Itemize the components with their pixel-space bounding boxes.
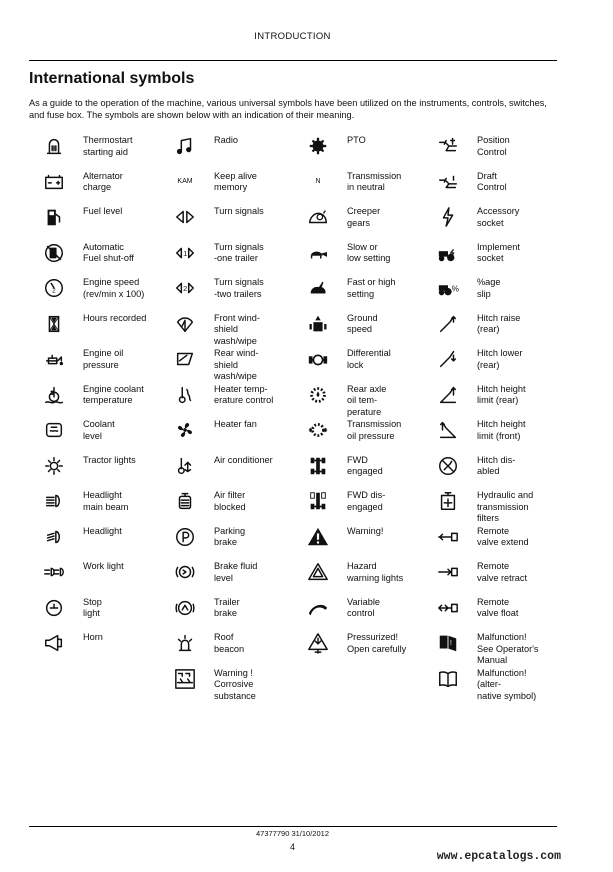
pressurized-icon [303, 630, 333, 656]
symbol-label: Hitch lower (rear) [477, 348, 523, 370]
svg-text:2: 2 [52, 287, 56, 295]
symbol-label: Engine coolant temperature [83, 383, 144, 405]
symbol-label: Variable control [347, 596, 381, 618]
main-beam-icon [39, 488, 69, 514]
symbol-label: Coolant level [83, 419, 115, 441]
page-number: 4 [289, 842, 295, 852]
symbol-label: Malfunction! (alter- native symbol) [477, 667, 537, 701]
rear-axle-oil-icon [303, 382, 333, 408]
hitch-lower-icon [433, 346, 463, 372]
symbol-label: Tractor lights [83, 454, 136, 465]
svg-text:2: 2 [183, 283, 188, 293]
symbol-label: Creeper gears [347, 206, 381, 228]
book-icon [433, 666, 463, 692]
fwd-engaged-icon [303, 453, 333, 479]
symbol-label: Slow or low setting [347, 241, 391, 263]
ground-speed-icon [303, 311, 333, 337]
symbol-label: Automatic Fuel shut-off [83, 241, 134, 263]
symbol-label: Differential lock [347, 348, 391, 370]
symbol-label: Transmission oil pressure [347, 419, 402, 441]
symbol-label: Parking brake [214, 525, 246, 547]
symbol-label: Remote valve extend [477, 525, 529, 547]
symbol-label: Turn signals [214, 206, 264, 216]
kam-icon: KAM [177, 178, 193, 185]
oil-can-icon [39, 346, 69, 372]
symbol-label: Turn signals -one trailer [214, 241, 264, 263]
creeper-icon [303, 204, 333, 230]
symbol-label: Headlight [83, 525, 122, 536]
symbol-label: Ground speed [347, 312, 378, 334]
symbol-label: Thermostart starting aid [83, 135, 133, 157]
symbol-label: Position Control [477, 135, 510, 157]
valve-retract-icon [433, 559, 463, 585]
coolant-temp-icon [39, 382, 69, 408]
draft-control-icon [433, 169, 463, 195]
page-title: International symbols [29, 70, 195, 87]
symbol-label: Heater temp- erature control [214, 383, 274, 405]
hourglass-icon [39, 311, 69, 337]
warning-icon [303, 524, 333, 550]
symbol-label: Horn [83, 632, 103, 642]
svg-text:%: % [451, 284, 459, 294]
hydraulic-filter-icon [433, 488, 463, 514]
horn-icon [39, 630, 69, 656]
symbol-label: Hitch height limit (rear) [477, 383, 526, 405]
symbol-label: Hydraulic and transmission filters [477, 490, 534, 523]
symbol-label: Warning ! Corrosive substance [214, 667, 256, 701]
valve-extend-icon [433, 524, 463, 550]
symbol-label: Implement socket [477, 241, 520, 263]
symbol-label: Remote valve retract [477, 561, 528, 583]
fwd-disengaged-icon [303, 488, 333, 514]
symbol-label: Trailer brake [214, 596, 240, 618]
hazard-icon [303, 559, 333, 585]
radio-icon [170, 133, 200, 159]
symbol-label: Heater fan [214, 419, 257, 429]
thermostart-icon [39, 133, 69, 159]
symbol-label: Draft Control [477, 170, 507, 192]
symbol-label: Rear wind- shield wash/wipe [214, 348, 259, 381]
heater-temp-icon [170, 382, 200, 408]
hitch-raise-icon [433, 311, 463, 337]
header-rule [29, 60, 557, 61]
symbol-label: Front wind- shield wash/wipe [214, 312, 260, 346]
symbol-label: Roof beacon [214, 632, 245, 654]
differential-lock-icon [303, 346, 333, 372]
parking-brake-icon [170, 524, 200, 550]
stop-light-icon [39, 595, 69, 621]
symbol-label: Fuel level [83, 206, 123, 216]
rear-wiper-icon [170, 346, 200, 372]
pto-icon [303, 133, 333, 159]
symbol-label: Hitch height limit (front) [477, 419, 526, 441]
fuel-pump-icon [39, 204, 69, 230]
roof-beacon-icon [170, 630, 200, 656]
brake-fluid-icon [170, 559, 200, 585]
symbol-label: Remote valve float [477, 596, 519, 618]
symbol-label: Hitch raise (rear) [477, 312, 521, 334]
heater-fan-icon [170, 417, 200, 443]
fuel-shutoff-icon [39, 240, 69, 266]
front-wiper-icon [170, 311, 200, 337]
position-control-icon [433, 133, 463, 159]
tractor-lights-icon [39, 453, 69, 479]
symbol-label: Rear axle oil tem- perature [347, 383, 387, 417]
symbol-label: Headlight main beam [83, 490, 129, 512]
symbol-label: Warning! [347, 525, 384, 536]
accessory-socket-icon [433, 204, 463, 230]
symbol-label: Malfunction! See Operator's Manual [477, 632, 539, 665]
hitch-disabled-icon [433, 453, 463, 479]
watermark-url: www.epcatalogs.com [436, 850, 561, 863]
symbol-label: Stop light [83, 596, 102, 618]
air-conditioner-icon [170, 453, 200, 479]
running-header: INTRODUCTION [254, 31, 331, 42]
symbol-label: Accessory socket [477, 206, 520, 228]
symbol-label: Keep alive memory [214, 170, 257, 192]
coolant-level-icon [39, 417, 69, 443]
trailer-brake-icon [170, 595, 200, 621]
symbol-label: Turn signals -two trailers [214, 277, 264, 299]
document-code: 47377790 31/10/2012 [256, 829, 329, 838]
engine-speed-icon [39, 275, 69, 301]
hitch-height-rear-icon [433, 382, 463, 408]
symbol-label: FWD engaged [347, 454, 383, 476]
hitch-height-front-icon [433, 417, 463, 443]
turn-signals-one-trailer-icon [170, 240, 200, 266]
symbol-label: Alternator charge [83, 170, 123, 192]
valve-float-icon [433, 595, 463, 621]
work-light-icon [39, 559, 69, 585]
symbol-label: Work light [83, 561, 124, 571]
transmission-oil-icon [303, 417, 333, 443]
symbol-label: Transmission in neutral [347, 170, 402, 192]
symbol-label: Engine speed (rev/min x 100) [83, 277, 145, 299]
symbol-label: Hitch dis- abled [477, 454, 516, 476]
symbol-label: Hazard warning lights [347, 561, 404, 583]
slip-icon [433, 275, 463, 301]
symbol-label: Fast or high setting [347, 277, 396, 299]
symbol-label: Engine oil pressure [83, 348, 124, 370]
symbol-label: Radio [214, 135, 239, 145]
turn-signals-two-trailers-icon [170, 275, 200, 301]
svg-text:!: ! [449, 637, 452, 647]
svg-text:1: 1 [183, 248, 188, 258]
symbol-label: PTO [347, 135, 366, 145]
symbol-label: Air filter blocked [214, 490, 246, 512]
symbol-label: Pressurized! Open carefully [347, 632, 407, 654]
implement-socket-icon [433, 240, 463, 266]
symbol-label: FWD dis- engaged [347, 490, 386, 512]
manual-icon [433, 630, 463, 656]
corrosive-icon [170, 666, 200, 692]
neutral-icon: N [315, 178, 321, 185]
symbol-label: Air conditioner [214, 454, 273, 465]
footer-rule [29, 826, 557, 827]
symbol-label: %age slip [477, 277, 501, 299]
symbol-label: Hours recorded [83, 312, 147, 323]
tortoise-icon [303, 240, 333, 266]
turn-signals-icon [170, 204, 200, 230]
air-filter-icon [170, 488, 200, 514]
battery-icon [39, 169, 69, 195]
intro-paragraph: As a guide to the operation of the machine, various universal symbols have been utilized on the instruments, controls, switches, and fuse box. The symbols are shown below with an indication of their meaning. [29, 98, 547, 120]
hare-icon [303, 275, 333, 301]
symbol-label: Brake fluid level [214, 561, 258, 583]
headlight-icon [39, 524, 69, 550]
variable-control-icon [303, 595, 333, 621]
